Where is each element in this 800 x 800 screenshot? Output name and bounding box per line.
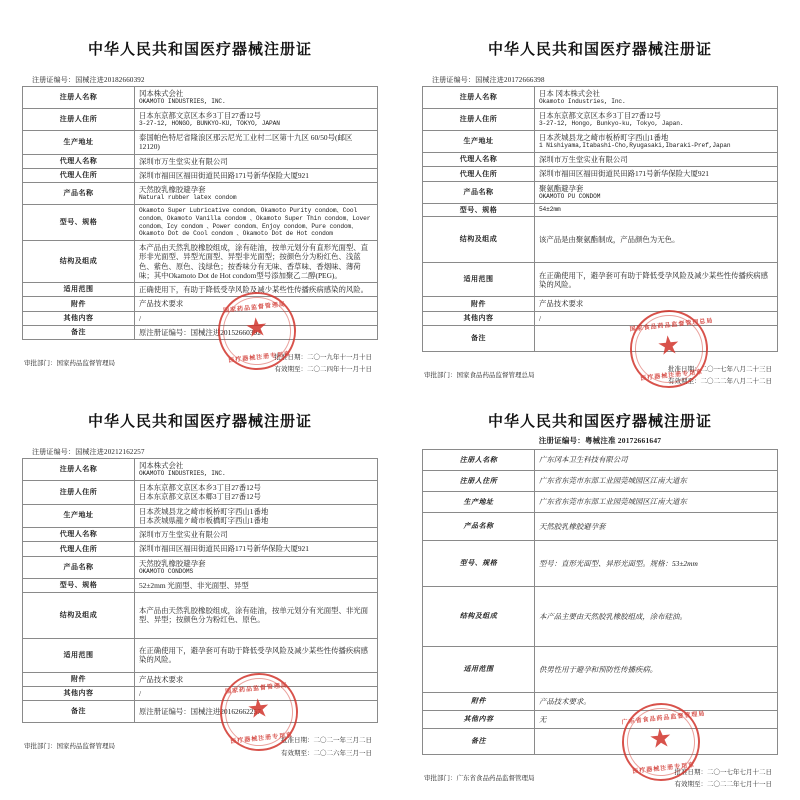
row-label: 其他内容 bbox=[23, 687, 135, 701]
table-row bbox=[423, 729, 778, 755]
row-value bbox=[134, 109, 377, 131]
registration-number-label: 注册证编号： bbox=[538, 436, 585, 445]
table-row bbox=[423, 153, 778, 167]
seal-top-text: 国家食品药品监督管理总局 bbox=[629, 317, 714, 333]
table-row bbox=[423, 217, 778, 263]
approval-department: 审批部门：广东省食品药品监督管理局 bbox=[424, 775, 535, 782]
row-value-cn: 深圳市福田区福田街道民田路171号新华保险大厦921 bbox=[138, 544, 309, 554]
table-row bbox=[23, 638, 378, 672]
row-value-cn: 日本东京都文京区本乡3丁目27番12号 bbox=[138, 111, 261, 120]
row-value bbox=[534, 87, 777, 109]
row-value-cn: 本产品由天然乳胶橡胶组成，涂有硅油，按单元划分有光面型、非光面型、异型；按颜色分为粉红色、原色。 bbox=[138, 606, 369, 625]
certificate-title: 中华人民共和国医疗器械注册证 bbox=[487, 414, 712, 430]
row-label: 型号、规格 bbox=[423, 541, 535, 587]
table-row bbox=[23, 168, 378, 182]
table-row bbox=[423, 109, 778, 131]
row-label: 其他内容 bbox=[423, 311, 535, 325]
valid-until-date: 有效期至：二〇二二年八月二十二日 bbox=[668, 378, 772, 386]
certificate-card-3 bbox=[0, 400, 400, 800]
row-value-cn: 在正确使用下，避孕套可有助于降低受孕风险及减少某些性传播疾病感染的风险。 bbox=[538, 270, 769, 289]
seal-star-icon: ★ bbox=[243, 311, 270, 344]
row-value bbox=[134, 578, 377, 592]
table-row bbox=[23, 481, 378, 505]
table-row bbox=[23, 459, 378, 481]
table-row bbox=[423, 647, 778, 693]
row-label: 产品名称 bbox=[23, 556, 135, 578]
row-value-cn: 日本茨城县龙之崎市板桥町字西山1番地 bbox=[538, 133, 669, 142]
row-label: 代理人住所 bbox=[23, 168, 135, 182]
certificate-card-2 bbox=[400, 0, 800, 400]
row-label: 结构及组成 bbox=[423, 217, 535, 263]
row-value bbox=[534, 167, 777, 181]
row-label: 适用范围 bbox=[23, 638, 135, 672]
row-label: 型号、规格 bbox=[423, 203, 535, 217]
row-value-en: 54±2mm bbox=[538, 206, 561, 213]
table-row bbox=[23, 578, 378, 592]
row-label: 结构及组成 bbox=[23, 241, 135, 283]
row-value bbox=[534, 217, 777, 263]
approval-dates bbox=[675, 767, 773, 792]
table-row bbox=[23, 592, 378, 638]
row-value-en: OKAMOTO INDUSTRIES, INC. bbox=[138, 470, 226, 478]
table-row bbox=[23, 154, 378, 168]
certificate-rows bbox=[423, 87, 778, 352]
registration-number bbox=[432, 75, 778, 85]
row-value bbox=[534, 109, 777, 131]
certificate-rows bbox=[423, 450, 778, 755]
row-label: 型号、规格 bbox=[23, 578, 135, 592]
row-value-cn: 产品技术要求。 bbox=[538, 696, 591, 706]
row-label: 生产地址 bbox=[23, 504, 135, 528]
row-value-cn: 深圳市万生堂实业有限公司 bbox=[138, 156, 228, 166]
table-row bbox=[423, 181, 778, 203]
seal-bottom-text: 医疗器械注册专用章 bbox=[632, 762, 696, 776]
table-row bbox=[23, 109, 378, 131]
table-row bbox=[23, 687, 378, 701]
certificate-rows bbox=[23, 459, 378, 723]
row-value-cn: / bbox=[538, 313, 541, 323]
seal-bottom-text: 医疗器械注册专用章 bbox=[228, 351, 292, 365]
row-label: 附件 bbox=[23, 297, 135, 311]
row-value bbox=[134, 504, 377, 528]
table-row bbox=[423, 203, 778, 217]
row-label: 结构及组成 bbox=[423, 587, 535, 647]
row-value-cn: 日本东京都文京区本乡3丁目27番12号 bbox=[138, 483, 261, 492]
registration-number-label: 注册证编号： bbox=[32, 76, 76, 84]
row-value-cn: 天然胶乳橡胶避孕套 bbox=[138, 185, 206, 194]
row-value-en: OKAMOTO PU CONDOM bbox=[538, 192, 601, 200]
row-label: 附件 bbox=[423, 297, 535, 311]
row-value-cn: 冈本株式会社 bbox=[138, 461, 184, 470]
row-value-en: 1 Nishiyama,Itabashi-Cho,Ryugasaki,Ibaraki-Pref,Japan bbox=[538, 142, 731, 150]
row-value bbox=[534, 131, 777, 153]
table-row bbox=[423, 513, 778, 541]
seal-top-text: 广东省食品药品监督管理局 bbox=[621, 711, 706, 726]
certificate-rows bbox=[23, 87, 378, 344]
row-label: 附件 bbox=[23, 672, 135, 686]
seal-star-icon: ★ bbox=[655, 329, 682, 361]
row-label: 备注 bbox=[23, 701, 135, 723]
certificate-title: 中华人民共和国医疗器械注册证 bbox=[487, 42, 712, 58]
row-value bbox=[534, 450, 777, 471]
row-label: 其他内容 bbox=[23, 311, 135, 325]
approval-department: 审批部门：国家药品监督管理局 bbox=[24, 743, 115, 751]
row-label: 产品名称 bbox=[423, 513, 535, 541]
table-row bbox=[23, 504, 378, 528]
row-value-cn: 天然胶乳橡胶避孕套 bbox=[538, 521, 606, 531]
row-value bbox=[534, 297, 777, 311]
row-label: 注册人名称 bbox=[23, 459, 135, 481]
row-value-en: Okamoto Industries, Inc. bbox=[538, 98, 626, 106]
row-value bbox=[134, 528, 377, 542]
table-row bbox=[23, 325, 378, 339]
row-value bbox=[534, 263, 777, 297]
row-label: 备注 bbox=[423, 325, 535, 351]
approval-date: 批准日期：二〇一九年十一月十日 bbox=[274, 354, 372, 361]
approval-department: 审批部门：国家食品药品监督管理总局 bbox=[424, 371, 535, 379]
row-value bbox=[134, 168, 377, 182]
row-value-cn: 天然胶乳橡胶避孕套 bbox=[138, 558, 206, 568]
table-row bbox=[423, 297, 778, 311]
row-value-cn: 原注册证编号：国械注进20162662257 bbox=[138, 707, 261, 717]
row-label: 型号、规格 bbox=[23, 205, 135, 241]
row-value-cn: 原注册证编号：国械注进20152660392 bbox=[138, 327, 261, 337]
row-value bbox=[534, 471, 777, 492]
registration-number-value: 国械注进20212162257 bbox=[75, 448, 145, 456]
row-value-cn: 在正确使用下，避孕套可有助于降低受孕风险及减少某些性传播疾病感染的风险。 bbox=[138, 646, 369, 665]
row-label: 代理人住所 bbox=[23, 542, 135, 556]
row-label: 注册人住所 bbox=[23, 109, 135, 131]
table-row bbox=[423, 325, 778, 351]
row-label: 代理人住所 bbox=[423, 167, 535, 181]
seal-bottom-text: 医疗器械注册专用章 bbox=[640, 369, 704, 382]
table-row bbox=[423, 311, 778, 325]
row-value-cn: 日本茨城县龙之崎市板桥町字西山1番地 bbox=[138, 506, 269, 516]
table-row bbox=[23, 205, 378, 241]
table-row bbox=[23, 241, 378, 283]
row-value-cn: 深圳市福田区福田街道民田路171号新华保险大厦921 bbox=[138, 170, 309, 180]
row-label: 注册人住所 bbox=[23, 481, 135, 505]
table-row bbox=[423, 471, 778, 492]
row-value bbox=[534, 181, 777, 203]
row-label: 适用范围 bbox=[23, 283, 135, 297]
certificate-table-1 bbox=[22, 86, 378, 344]
row-value-cn: 聚氨酯避孕套 bbox=[538, 183, 584, 193]
approval-department: 审批部门：国家药品监督管理局 bbox=[24, 360, 115, 367]
row-value-en: 3-27-12, HONGO, BUNKYO-KU, TOKYO, JAPAN bbox=[138, 120, 280, 128]
row-label: 生产地址 bbox=[423, 131, 535, 153]
table-row bbox=[23, 87, 378, 109]
approval-dates bbox=[281, 735, 372, 760]
row-value-cn: 深圳市万生堂实业有限公司 bbox=[138, 530, 228, 539]
table-row bbox=[423, 87, 778, 109]
row-label: 附件 bbox=[423, 693, 535, 711]
row-value bbox=[134, 481, 377, 505]
seal-top-text: 国家药品监督管理局 bbox=[224, 683, 289, 696]
row-value-cn: 供男性用于避孕和预防性传播疾病。 bbox=[538, 664, 658, 674]
row-value-cn: 无 bbox=[538, 714, 547, 724]
row-label: 生产地址 bbox=[23, 131, 135, 155]
row-value-cn: 深圳市福田区福田街道民田路171号新华保险大厦921 bbox=[538, 169, 709, 179]
approval-date: 批准日期：二〇一七年八月二十三日 bbox=[668, 365, 772, 373]
certificate-card-4 bbox=[400, 400, 800, 800]
approval-date: 批准日期：二〇一七年七月十二日 bbox=[674, 769, 772, 776]
registration-number-value: 国械注进20172666398 bbox=[475, 76, 545, 84]
row-value bbox=[534, 153, 777, 167]
row-value-cn: 日本东京都文京区本乡3丁目27番12号 bbox=[538, 111, 661, 120]
row-value-cn: 本产品由天然乳胶橡胶组成，涂有硅油，按单元划分有直形光面型、直形非光面型、异型光面型、异型非光面型；按颜色分为粉红色、浅蓝色、紫色、原色、浅绿色；按香味分有无味、香草味、香烟味、薄荷味；其中Okamoto Dot de Hot condom型号添加聚乙二醇(PEG)。 bbox=[138, 243, 369, 280]
row-value-cn: 产品技术要求 bbox=[538, 299, 584, 309]
row-label: 代理人名称 bbox=[23, 528, 135, 542]
row-value bbox=[134, 131, 377, 155]
row-value-cn: 产品技术要求 bbox=[138, 299, 184, 309]
registration-number bbox=[32, 447, 378, 457]
table-row bbox=[423, 167, 778, 181]
approval-date: 批准日期：二〇二一年三月二日 bbox=[281, 737, 372, 745]
row-value-cn: 产品技术要求 bbox=[138, 674, 184, 684]
row-value-cn: 本产品主要由天然胶乳橡胶组成，涂布硅油。 bbox=[538, 611, 687, 621]
row-value-en: OKAMOTO INDUSTRIES, INC. bbox=[138, 98, 226, 106]
row-label: 注册人住所 bbox=[423, 471, 535, 492]
row-label: 生产地址 bbox=[423, 492, 535, 513]
table-row bbox=[23, 283, 378, 297]
certificate-table-4 bbox=[422, 449, 778, 755]
seal-bottom-text: 医疗器械注册专用章 bbox=[230, 732, 294, 746]
row-value bbox=[534, 492, 777, 513]
row-label: 产品名称 bbox=[23, 183, 135, 205]
certificate-table-3 bbox=[22, 458, 378, 723]
row-label: 备注 bbox=[23, 325, 135, 339]
table-row bbox=[23, 672, 378, 686]
row-value bbox=[134, 154, 377, 168]
row-value-cn: 广东冈本卫生科技有限公司 bbox=[538, 455, 628, 465]
row-value bbox=[534, 513, 777, 541]
seal-star-icon: ★ bbox=[245, 693, 272, 725]
row-value-cn: 泰国帕色特尼省隆浪区那云尼光工业村二区第十九区 60/50号(邮区12120) bbox=[138, 133, 353, 152]
row-label: 其他内容 bbox=[423, 711, 535, 729]
row-value-alt: 日本茨城県龍ケ崎市板橋町字西山1番地 bbox=[138, 515, 269, 525]
row-value-cn: 深圳市万生堂实业有限公司 bbox=[538, 155, 628, 164]
row-value-cn: / bbox=[138, 689, 141, 698]
table-row bbox=[23, 556, 378, 578]
row-value-alt: 日本东京都文京区本郷3丁目27番12号 bbox=[138, 492, 261, 502]
table-row bbox=[23, 183, 378, 205]
registration-number-label: 注册证编号： bbox=[432, 76, 476, 84]
row-value bbox=[134, 205, 377, 241]
valid-until-date: 有效期至：二〇二六年三月一日 bbox=[281, 749, 372, 757]
row-value-en: 3-27-12, Hongo, Bunkyo-ku, Tokyo, Japan. bbox=[538, 120, 684, 128]
registration-number-value: 粤械注准 20172661647 bbox=[584, 436, 662, 445]
table-row bbox=[423, 263, 778, 297]
row-value bbox=[134, 638, 377, 672]
row-value bbox=[534, 647, 777, 693]
table-row bbox=[23, 542, 378, 556]
row-label: 注册人住所 bbox=[423, 109, 535, 131]
row-value-en: OKAMOTO CONDOMS bbox=[138, 567, 194, 575]
row-value bbox=[534, 587, 777, 647]
row-value-cn: 冈本株式会社 bbox=[138, 89, 184, 98]
table-row bbox=[423, 587, 778, 647]
row-value-cn: 型号：直形光面型、异形光面型。规格：53±2mm bbox=[538, 558, 698, 568]
row-value-cn: 广东省东莞市东部工业园莞城园区江南大道东 bbox=[538, 476, 687, 486]
row-value-cn: 正确使用下，有助于降低受孕风险及减少某些性传播疾病感染的风险。 bbox=[138, 285, 369, 294]
row-value bbox=[534, 203, 777, 217]
row-value bbox=[134, 592, 377, 638]
row-value bbox=[134, 183, 377, 205]
row-label: 备注 bbox=[423, 729, 535, 755]
table-row bbox=[23, 297, 378, 311]
row-value bbox=[534, 541, 777, 587]
row-label: 注册人名称 bbox=[423, 87, 535, 109]
registration-number-value: 国械注进20182660392 bbox=[75, 76, 145, 84]
row-label: 产品名称 bbox=[423, 181, 535, 203]
row-label: 注册人名称 bbox=[23, 87, 135, 109]
row-value-cn: 52±2mm 光面型、非光面型、异型 bbox=[138, 580, 249, 590]
row-value-en: Natural rubber latex condom bbox=[138, 194, 237, 202]
registration-number bbox=[422, 435, 778, 446]
table-row bbox=[423, 541, 778, 587]
valid-until-date: 有效期至：二〇二二年七月十一日 bbox=[674, 781, 772, 789]
row-label: 结构及组成 bbox=[23, 592, 135, 638]
row-label: 适用范围 bbox=[423, 263, 535, 297]
table-row bbox=[423, 131, 778, 153]
certificate-title: 中华人民共和国医疗器械注册证 bbox=[87, 414, 312, 430]
row-value-cn: 该产品是由聚氨酯制成，产品颜色为无色。 bbox=[538, 235, 680, 245]
table-row bbox=[23, 701, 378, 723]
row-value-cn: 广东省东莞市东部工业园莞城园区江南大道东 bbox=[538, 497, 687, 507]
row-value bbox=[134, 556, 377, 578]
table-row bbox=[423, 711, 778, 729]
valid-until-date: 有效期至：二〇二四年十一月十日 bbox=[274, 366, 372, 374]
seal-top-text: 国家药品监督管理局 bbox=[222, 301, 287, 315]
certificate-table-2 bbox=[422, 86, 778, 352]
row-value bbox=[134, 241, 377, 283]
seal-star-icon: ★ bbox=[647, 722, 674, 755]
registration-number bbox=[32, 75, 378, 85]
row-value-cn: 日本 冈本株式会社 bbox=[538, 89, 600, 98]
table-row bbox=[23, 311, 378, 325]
table-row bbox=[23, 528, 378, 542]
certificate-card-1 bbox=[0, 0, 400, 400]
row-label: 适用范围 bbox=[423, 647, 535, 693]
certificate-title: 中华人民共和国医疗器械注册证 bbox=[87, 42, 312, 58]
row-value bbox=[134, 459, 377, 481]
table-row bbox=[423, 693, 778, 711]
row-value bbox=[134, 87, 377, 109]
row-label: 代理人名称 bbox=[423, 153, 535, 167]
row-value-en: Okamoto Super Lubricative condom、Okamoto Purity condom、Cool condom、Okamoto Vanilla condom 、Okamoto Super Thin condom、Lover condom、Icy condom 、Power condom、Enjoy condom、Pure condom、Okamoto Dot de Cool condom 、Okamoto Dot de Hot condom bbox=[138, 207, 371, 238]
registration-number-label: 注册证编号： bbox=[32, 448, 76, 456]
table-row bbox=[23, 131, 378, 155]
table-row bbox=[423, 492, 778, 513]
row-label: 代理人名称 bbox=[23, 154, 135, 168]
row-value-cn: / bbox=[138, 313, 141, 323]
row-label: 注册人名称 bbox=[423, 450, 535, 471]
table-row bbox=[423, 450, 778, 471]
row-value bbox=[134, 542, 377, 556]
